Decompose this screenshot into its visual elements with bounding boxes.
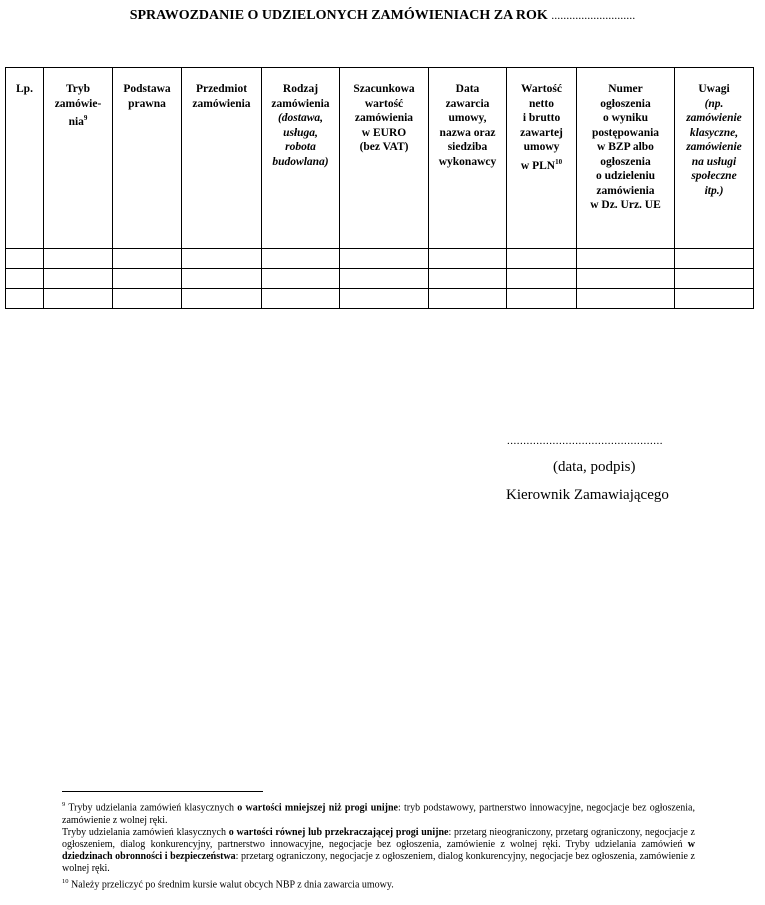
signature-caption: (data, podpis) — [553, 459, 636, 475]
column-header — [44, 68, 113, 249]
column-header-line: Numer — [608, 83, 643, 95]
table-cell — [113, 249, 182, 269]
column-header-line: (bez VAT) — [359, 141, 409, 153]
table-cell — [507, 269, 577, 289]
column-header-line: Przedmiot — [195, 83, 248, 95]
column-header-line: zawartej — [520, 126, 563, 139]
column-header-line: wartość — [364, 97, 404, 110]
column-header-line: nazwa oraz — [439, 126, 496, 139]
footnote-separator — [62, 791, 263, 792]
signature-role: Kierownik Zamawiającego — [506, 487, 669, 503]
column-header — [6, 68, 44, 249]
table-cell — [675, 289, 754, 309]
column-header-note: zamówienie — [686, 112, 742, 124]
table-cell — [577, 249, 675, 269]
column-header-line: netto — [529, 97, 554, 110]
footnote-text: : przetarg nieograniczony, przetarg ograniczony, negocjacje z ogłoszeniem, dialog konkurencyjny, partnerstwo innowacyjne, negocjacje bez ogłoszenia, zamówienie z wolnej ręki. Tryby udzielania zamówień — [62, 826, 695, 850]
table-cell — [507, 289, 577, 309]
table-cell — [507, 249, 577, 269]
footnote-bold: w dziedzinach obronności i bezpieczeństwa — [62, 838, 695, 863]
column-header-line: o wyniku — [602, 112, 649, 124]
footnote-ref: 9 — [83, 114, 88, 122]
column-header-line: Wartość — [521, 83, 562, 95]
column-header-line: umowy, — [448, 112, 487, 124]
table-cell — [6, 269, 44, 289]
column-header — [507, 68, 577, 249]
table-cell — [182, 269, 262, 289]
table-cell — [340, 249, 429, 269]
column-header — [340, 68, 429, 249]
column-header — [182, 68, 262, 249]
footnote-9 — [62, 799, 695, 827]
table-cell — [182, 249, 262, 269]
column-header-line: zawarcia — [445, 97, 490, 110]
footnote-text: Tryby udzielania zamówień klasycznych — [65, 802, 238, 814]
table-cell — [675, 269, 754, 289]
report-table — [5, 67, 754, 309]
table-cell — [262, 249, 340, 269]
footnote-text: Tryby udzielania zamówień klasycznych — [62, 826, 229, 838]
footnote-bold: o wartości mniejszej niż progi unijne — [237, 802, 398, 814]
year-blank: ............................ — [551, 8, 636, 22]
column-header-note: robota — [285, 141, 316, 153]
column-header-line: nia — [68, 115, 84, 128]
column-header — [675, 68, 754, 249]
column-header-line: postępowania — [591, 126, 660, 139]
column-header — [113, 68, 182, 249]
footnote-text: : przetarg ograniczony, negocjacje z ogłoszeniem, dialog konkurencyjny, negocjacje bez ogłoszenia, zamówienie z wolnej ręki. — [62, 851, 695, 875]
column-header-note: itp.) — [704, 184, 724, 197]
table-cell — [182, 289, 262, 309]
table-cell — [44, 249, 113, 269]
footnote-marker: 10 — [62, 877, 69, 885]
table-cell — [44, 269, 113, 289]
table-row — [6, 249, 754, 269]
column-header-line: Tryb — [65, 83, 91, 95]
table-row — [6, 289, 754, 309]
column-header-line: siedziba — [447, 141, 488, 153]
column-header-line: umowy — [523, 141, 560, 153]
column-header-line: zamówienia — [192, 97, 251, 110]
signature-line: ................................................ — [507, 435, 663, 447]
table-cell — [262, 269, 340, 289]
column-header-line: Szacunkowa — [353, 83, 415, 95]
document-title — [0, 8, 765, 24]
column-header-line: prawna — [128, 97, 166, 110]
footnote-9-continued — [62, 827, 695, 876]
table-body — [6, 249, 754, 309]
table-cell — [340, 269, 429, 289]
column-header-line: i brutto — [522, 112, 561, 124]
table-cell — [44, 289, 113, 309]
footnote-10 — [62, 876, 695, 892]
column-header-note: (np. — [704, 97, 724, 110]
column-header-note: na usługi — [691, 155, 737, 168]
column-header-note: (dostawa, — [277, 112, 324, 124]
column-header — [262, 68, 340, 249]
table-cell — [429, 269, 507, 289]
table-cell — [262, 289, 340, 309]
column-header-line: w PLN — [520, 159, 556, 172]
column-header-line: ogłoszenia — [600, 97, 651, 110]
column-header-line: Podstawa — [123, 83, 171, 95]
table-cell — [429, 249, 507, 269]
column-header-line: w Dz. Urz. UE — [590, 199, 661, 211]
footnote-text: Należy przeliczyć po średnim kursie walut obcych NBP z dnia zawarcia umowy. — [68, 878, 394, 890]
table-cell — [6, 289, 44, 309]
column-header-line: w BZP albo — [597, 141, 654, 153]
column-header — [577, 68, 675, 249]
column-header-line: o udzieleniu — [595, 170, 656, 182]
column-header-line: zamówienia — [354, 112, 414, 124]
title-text: SPRAWOZDANIE O UDZIELONYCH ZAMÓWIENIACH ZA ROK — [129, 8, 548, 23]
column-header-note: zamówienie — [686, 141, 742, 153]
footnote-marker: 9 — [62, 801, 66, 808]
column-header-line: Data — [455, 83, 480, 95]
footnote-text: : tryb podstawowy, partnerstwo innowacyjne, negocjacje bez ogłoszenia, zamówienie z wolnej ręki. — [62, 802, 695, 826]
table-cell — [577, 269, 675, 289]
column-header-line: zamówie- — [54, 97, 102, 110]
table-cell — [6, 249, 44, 269]
table-cell — [577, 289, 675, 309]
column-header-line: Uwagi — [698, 83, 730, 95]
column-header-line: ogłoszenia — [600, 155, 651, 168]
column-header-line: wykonawcy — [438, 155, 497, 168]
column-header-note: budowlana) — [272, 155, 329, 168]
table-cell — [675, 249, 754, 269]
column-header-line: zamówienia — [596, 184, 655, 197]
table-cell — [113, 289, 182, 309]
column-header — [429, 68, 507, 249]
table-cell — [429, 289, 507, 309]
table-row — [6, 269, 754, 289]
column-header-note: społeczne — [691, 170, 737, 182]
column-header-note: usługa, — [283, 126, 318, 139]
column-header-note: klasyczne, — [689, 126, 739, 139]
column-header-line: w EURO — [361, 126, 407, 139]
column-header-line: Lp. — [16, 83, 33, 95]
table-header-row — [6, 68, 754, 249]
footnote-bold: o wartości równej lub przekraczającej progi unijne — [228, 826, 449, 838]
table-cell — [113, 269, 182, 289]
column-header-line: zamówienia — [271, 97, 330, 110]
footnotes — [62, 799, 695, 891]
table-cell — [340, 289, 429, 309]
footnote-ref: 10 — [555, 157, 563, 166]
column-header-line: Rodzaj — [282, 83, 319, 95]
